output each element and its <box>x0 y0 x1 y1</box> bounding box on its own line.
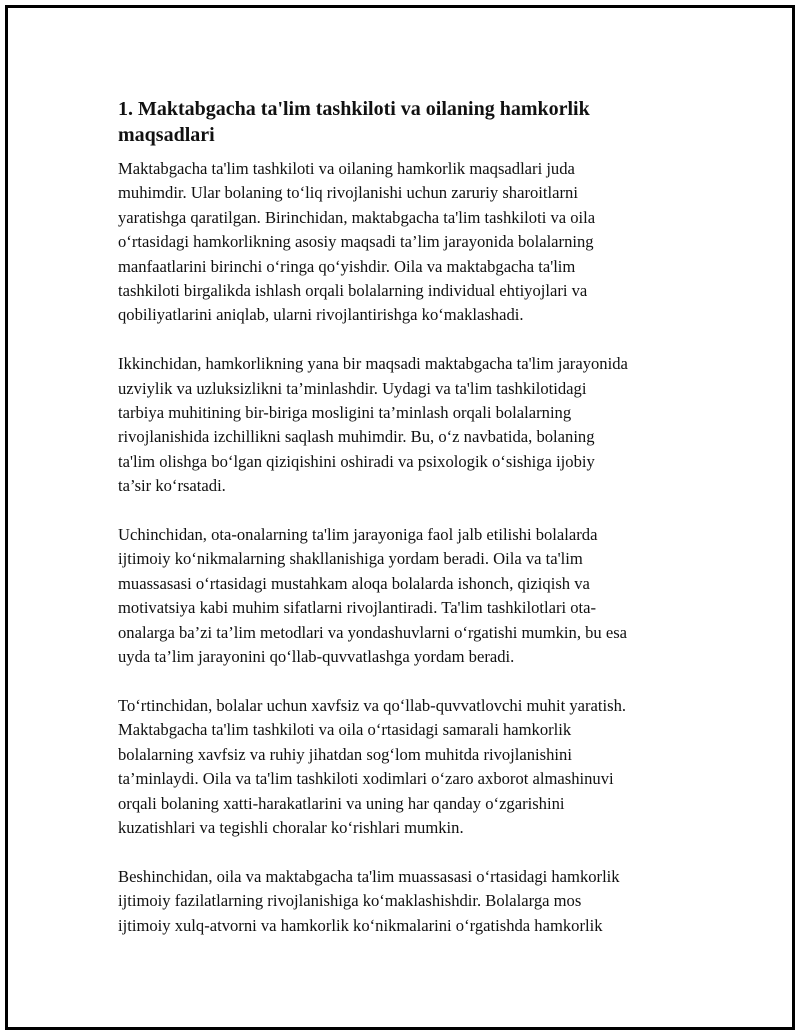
document-body <box>118 96 698 962</box>
paragraph-3: Uchinchidan, ota-onalarning ta'lim jarayoniga faol jalb etilishi bolalarda ijtimoiy ko‘nikmalarning shakllanishiga yordam beradi. Oila va ta'lim muassasasi o‘rtasidagi mustahkam aloqa bolalarda ishonch, qiziqish va motivatsiya kabi muhim sifatlarni rivojlantiradi. Ta'lim tashkilotlari ota- onalarga ba’zi ta’lim metodlari va yondashuvlarni o‘rgatishi mumkin, bu esa uyda ta’lim jarayonini qo‘llab-quvvatlashga yordam beradi. <box>118 525 628 667</box>
paragraph-5: Beshinchidan, oila va maktabgacha ta'lim muassasasi o‘rtasidagi hamkorlik ijtimoiy fazilatlarning rivojlanishiga ko‘maklashishdir. Bolalarga mos ijtimoiy xulq-atvorni va hamkorlik ko‘nikmalarini o‘rgatishda hamkorlik <box>118 866 620 935</box>
paragraph-4: To‘rtinchidan, bolalar uchun xavfsiz va qo‘llab-quvvatlovchi muhit yaratish. Maktabgacha ta'lim tashkiloti va oila o‘rtasidagi samarali hamkorlik bolalarning xavfsiz va ruhiy jihatdan sog‘lom muhitda rivojlanishini ta’minlaydi. Oila va ta'lim tashkiloti xodimlari o‘zaro axborot almashinuvi orqali bolaning xatti-harakatlarini va uning har qanday o‘zgarishini kuzatishlari va tegishli choralar ko‘rishlari mumkin. <box>118 695 627 837</box>
paragraph-1: Maktabgacha ta'lim tashkiloti va oilaning hamkorlik maqsadlari juda muhimdir. Ular bolaning to‘liq rivojlanishi uchun zaruriy sharoitlarni yaratishga qaratilgan. Birinchidan, maktabgacha ta'lim tashkiloti va oila o‘rtasidagi hamkorlikning asosiy maqsadi ta’lim jarayonida bolalarning manfaatlarini birinchi o‘ringa qo‘yishdir. Oila va maktabgacha ta'lim tashkiloti birgalikda ishlash orqali bolalarning individual ehtiyojlari va qobiliyatlarini aniqlab, ularni rivojlantirishga ko‘maklashadi. <box>118 159 596 325</box>
document-page <box>5 5 795 1030</box>
heading-line-1: 1. Maktabgacha ta'lim tashkiloti va oilaning hamkorlik <box>118 98 590 120</box>
paragraph-2: Ikkinchidan, hamkorlikning yana bir maqsadi maktabgacha ta'lim jarayonida uzviylik va uzluksizlikni ta’minlashdir. Uydagi va ta'lim tashkilotidagi tarbiya muhitining bir-biriga mosligini ta’minlash orqali bolalarning rivojlanishida izchillikni saqlash muhimdir. Bu, o‘z navbatida, bolaning ta'lim olishga bo‘lgan qiziqishini oshiradi va psixologik o‘sishiga ijobiy ta’sir ko‘rsatadi. <box>118 354 628 496</box>
heading-line-2: maqsadlari <box>118 124 215 146</box>
section-heading <box>118 96 698 148</box>
